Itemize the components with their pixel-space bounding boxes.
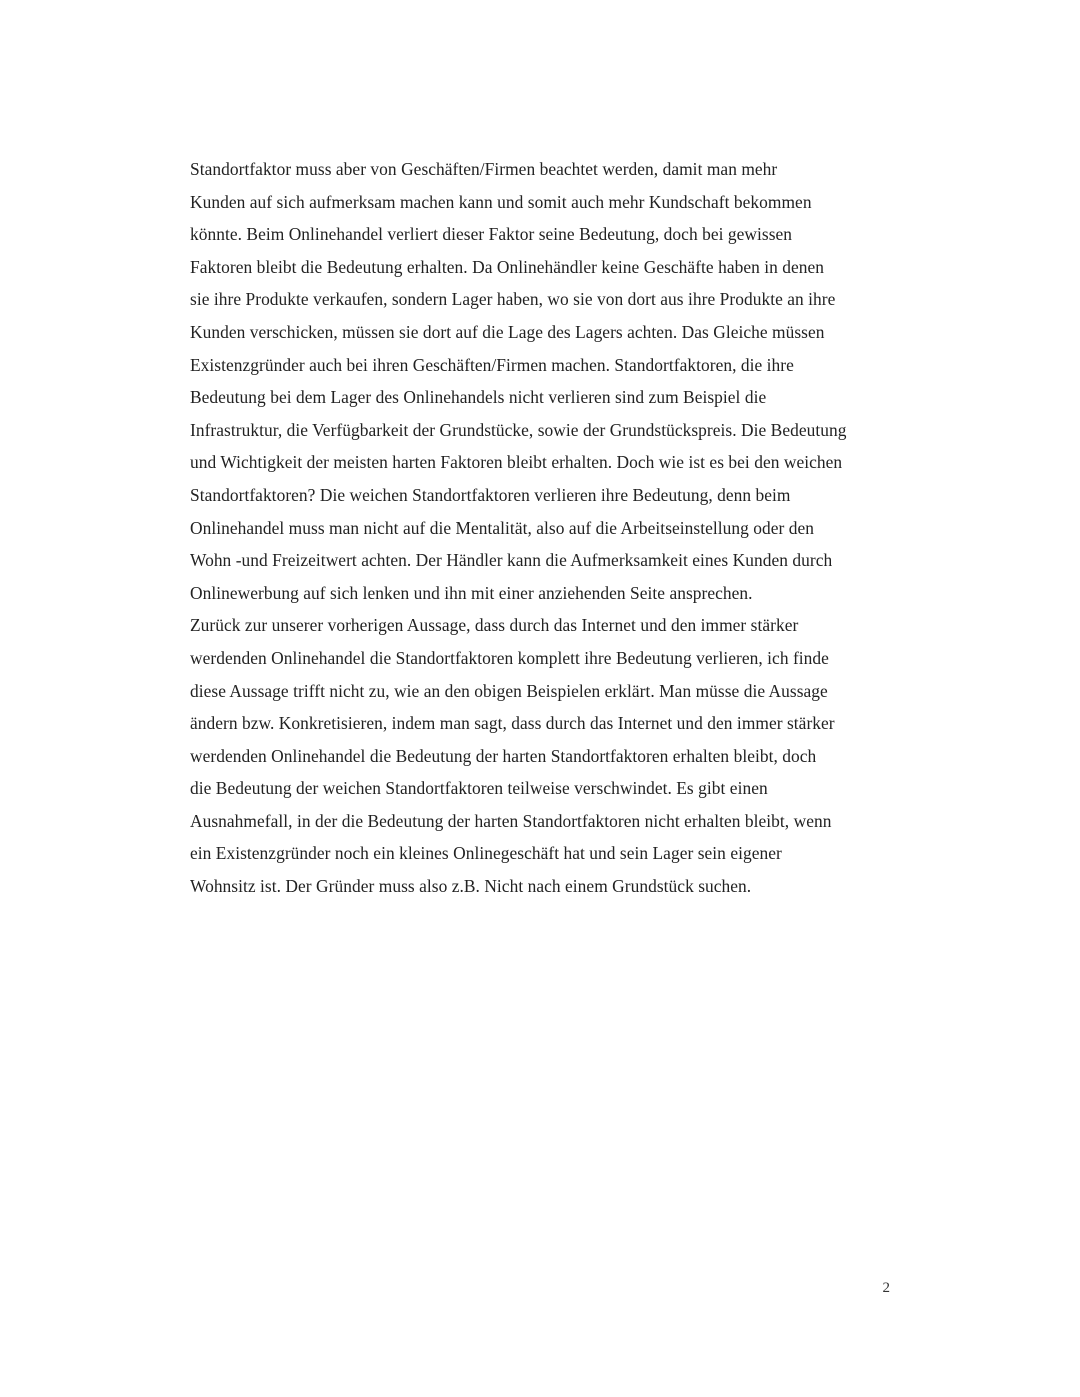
text-line: Kunden verschicken, müssen sie dort auf die Lage des Lagers achten. Das Gleiche müssen — [190, 321, 825, 342]
text-line: und Wichtigkeit der meisten harten Faktoren bleibt erhalten. Doch wie ist es bei den weichen — [190, 452, 843, 473]
text-line: Standortfaktor muss aber von Geschäften/Firmen beachtet werden, damit man mehr — [190, 159, 778, 179]
page-number: 2 — [882, 1280, 890, 1296]
text-line: Wohn -und Freizeitwert achten. Der Händler kann die Aufmerksamkeit eines Kunden durch — [190, 550, 833, 571]
text-line: Onlinewerbung auf sich lenken und ihn mit einer anziehenden Seite ansprechen. — [190, 582, 753, 603]
text-line: die Bedeutung der weichen Standortfaktoren teilweise verschwindet. Es gibt einen — [190, 778, 768, 799]
body-text — [190, 153, 910, 903]
text-line: sie ihre Produkte verkaufen, sondern Lager haben, wo sie von dort aus ihre Produkte an ihre — [190, 289, 836, 310]
text-line: Bedeutung bei dem Lager des Onlinehandels nicht verlieren sind zum Beispiel die — [190, 387, 767, 408]
text-line: werdenden Onlinehandel die Standortfaktoren komplett ihre Bedeutung verlieren, ich finde — [190, 647, 829, 668]
text-line: Wohnsitz ist. Der Gründer muss also z.B. Nicht nach einem Grundstück suchen. — [190, 876, 752, 897]
text-line: ein Existenzgründer noch ein kleines Onlinegeschäft hat und sein Lager sein eigener — [190, 843, 782, 864]
text-line: diese Aussage trifft nicht zu, wie an den obigen Beispielen erklärt. Man müsse die Aussage — [190, 680, 828, 701]
text-line: Existenzgründer auch bei ihren Geschäften/Firmen machen. Standortfaktoren, die ihre — [190, 354, 794, 375]
text-line: Infrastruktur, die Verfügbarkeit der Grundstücke, sowie der Grundstückspreis. Die Bedeutung — [190, 419, 847, 440]
text-line: ändern bzw. Konkretisieren, indem man sagt, dass durch das Internet und den immer stärker — [190, 713, 835, 734]
text-line: werdenden Onlinehandel die Bedeutung der harten Standortfaktoren erhalten bleibt, doch — [190, 745, 817, 766]
text-line: Kunden auf sich aufmerksam machen kann und somit auch mehr Kundschaft bekommen — [190, 191, 812, 212]
text-line: Faktoren bleibt die Bedeutung erhalten. Da Onlinehändler keine Geschäfte haben in denen — [190, 256, 825, 277]
text-line: Ausnahmefall, in der die Bedeutung der harten Standortfaktoren nicht erhalten bleibt, wenn — [190, 810, 832, 831]
text-line: Standortfaktoren? Die weichen Standortfaktoren verlieren ihre Bedeutung, denn beim — [190, 484, 791, 505]
text-line: Onlinehandel muss man nicht auf die Mentalität, also auf die Arbeitseinstellung oder den — [190, 517, 815, 538]
text-line: könnte. Beim Onlinehandel verliert dieser Faktor seine Bedeutung, doch bei gewissen — [190, 224, 793, 245]
text-line: Zurück zur unserer vorherigen Aussage, dass durch das Internet und den immer stärker — [190, 615, 799, 636]
